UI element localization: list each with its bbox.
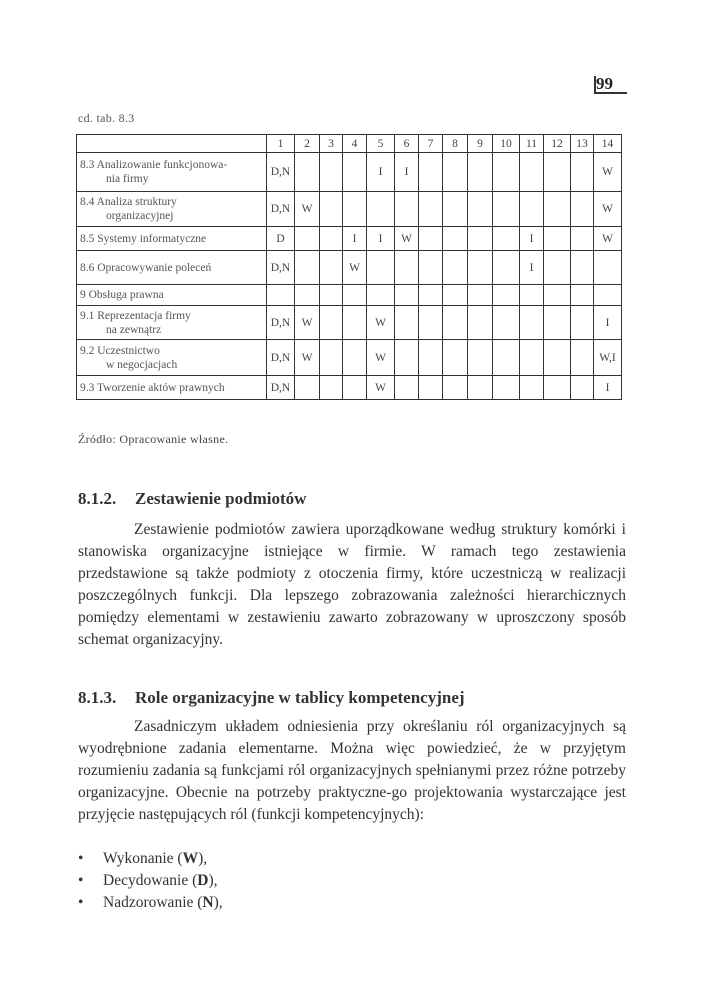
table-row <box>77 251 622 285</box>
role-cell <box>493 192 520 227</box>
task-label-continuation: w negocjacjach <box>106 358 178 371</box>
table-body <box>77 153 622 400</box>
role-cell <box>295 251 320 285</box>
list-item <box>78 848 223 870</box>
column-header: 5 <box>367 135 395 153</box>
role-cell <box>367 251 395 285</box>
role-cell <box>419 376 443 400</box>
role-cell: I <box>520 227 544 251</box>
role-cell: D,N <box>267 376 295 400</box>
role-cell <box>493 251 520 285</box>
role-cell <box>520 340 544 376</box>
table-row <box>77 227 622 251</box>
role-cell <box>544 227 571 251</box>
role-cell: W <box>343 251 367 285</box>
role-cell <box>267 285 295 306</box>
role-cell <box>544 306 571 340</box>
role-cell <box>295 376 320 400</box>
task-label-continuation: organizacyjnej <box>106 210 174 222</box>
role-cell <box>320 153 343 192</box>
task-label: 9 Obsługa prawna <box>80 289 164 301</box>
role-cell <box>544 192 571 227</box>
role-cell <box>367 192 395 227</box>
role-cell: I <box>520 251 544 285</box>
role-cell <box>320 192 343 227</box>
role-cell: W,I <box>594 340 622 376</box>
header-empty-cell <box>77 135 267 153</box>
role-cell <box>468 376 493 400</box>
role-code: W <box>182 850 199 867</box>
role-cell <box>544 153 571 192</box>
table-row <box>77 376 622 400</box>
role-cell <box>520 285 544 306</box>
role-cell: D,N <box>267 153 295 192</box>
task-label-continuation: nia firmy <box>106 173 149 185</box>
role-cell: W <box>367 306 395 340</box>
section-heading-813 <box>78 688 465 708</box>
task-label: 8.5 Systemy informatyczne <box>80 232 207 245</box>
role-cell <box>468 340 493 376</box>
roles-list <box>78 848 223 914</box>
task-label: 8.4 Analiza struktury <box>80 196 177 208</box>
role-cell: W <box>367 340 395 376</box>
role-cell <box>320 340 343 376</box>
table-header-row <box>77 135 622 153</box>
role-cell <box>571 340 594 376</box>
role-cell <box>520 376 544 400</box>
role-cell: W <box>295 340 320 376</box>
role-cell <box>419 340 443 376</box>
role-cell: D,N <box>267 306 295 340</box>
role-cell <box>493 227 520 251</box>
role-cell: I <box>367 153 395 192</box>
table-row <box>77 306 622 340</box>
role-cell <box>419 285 443 306</box>
column-header: 11 <box>520 135 544 153</box>
task-cell <box>77 376 267 400</box>
role-name: Nadzorowanie ( <box>103 894 203 911</box>
table-caption: cd. tab. 8.3 <box>78 111 135 125</box>
role-cell <box>443 153 468 192</box>
table-source-note: Źródło: Opracowanie własne. <box>78 432 229 446</box>
role-cell <box>468 192 493 227</box>
table-row <box>77 340 622 376</box>
role-cell <box>468 306 493 340</box>
table-row <box>77 192 622 227</box>
role-name: Wykonanie ( <box>103 850 183 867</box>
role-cell <box>571 153 594 192</box>
role-cell <box>468 251 493 285</box>
role-cell <box>493 376 520 400</box>
role-cell <box>493 153 520 192</box>
column-header: 14 <box>594 135 622 153</box>
role-code: N <box>202 894 214 911</box>
role-cell: W <box>295 306 320 340</box>
section-812-paragraph: Zestawienie podmiotów zawiera uporządkowane według struktury komórki i stanowiska organizacyjne istniejące w firmie. W ramach tego zestawienia przedstawione są także podmioty z otoczenia firmy, które uczestniczą w realizacji poszczególnych funkcji. Dla lepszego zobrazowania zależności hierarchicznych pomiędzy elementami w zestawieniu zawarto zobrazowany w uproszczony sposób schemat organizacyjny. <box>78 521 626 648</box>
role-cell <box>395 192 419 227</box>
task-cell <box>77 153 267 192</box>
role-cell <box>419 251 443 285</box>
role-cell <box>343 285 367 306</box>
role-cell <box>443 340 468 376</box>
role-cell <box>571 251 594 285</box>
task-cell <box>77 306 267 340</box>
role-cell <box>395 306 419 340</box>
list-item <box>78 892 223 914</box>
role-cell <box>443 227 468 251</box>
role-cell: W <box>295 192 320 227</box>
role-cell <box>419 227 443 251</box>
column-header: 12 <box>544 135 571 153</box>
role-cell <box>571 227 594 251</box>
table-row <box>77 285 622 306</box>
role-cell <box>520 153 544 192</box>
role-cell <box>343 192 367 227</box>
role-cell <box>594 251 622 285</box>
role-cell: W <box>395 227 419 251</box>
role-cell <box>320 376 343 400</box>
task-label: 8.6 Opracowywanie poleceń <box>80 261 212 274</box>
role-cell <box>544 376 571 400</box>
role-cell: I <box>343 227 367 251</box>
task-cell <box>77 227 267 251</box>
role-cell <box>468 227 493 251</box>
bullet-icon: • <box>78 872 84 889</box>
task-label-continuation: na zewnątrz <box>106 323 162 336</box>
page-number: 99 <box>596 74 613 93</box>
role-cell <box>295 227 320 251</box>
column-header: 8 <box>443 135 468 153</box>
role-cell <box>544 285 571 306</box>
role-cell <box>320 251 343 285</box>
role-cell <box>395 285 419 306</box>
role-cell <box>468 285 493 306</box>
section-813-paragraph: Zasadniczym układem odniesienia przy określaniu ról organizacyjnych są wyodrębnione zadania elementarne. Można więc powiedzieć, że w przyjętym rozumieniu zadania są funkcjami ról organizacyjnych spełnianymi przez różne potrzeby organizacyjne. Obecnie na potrzeby praktyczne-go projektowania wystarczające jest przyjęcie następujących ról (funkcji kompetencyjnych): <box>78 718 626 823</box>
role-cell: I <box>594 306 622 340</box>
column-header: 1 <box>267 135 295 153</box>
role-cell <box>544 340 571 376</box>
task-cell <box>77 340 267 376</box>
role-cell <box>594 285 622 306</box>
column-header: 2 <box>295 135 320 153</box>
role-cell <box>468 153 493 192</box>
role-cell <box>343 340 367 376</box>
role-cell <box>320 306 343 340</box>
role-cell <box>571 285 594 306</box>
section-title: Zestawienie podmiotów <box>135 489 307 508</box>
role-cell: I <box>594 376 622 400</box>
role-cell <box>320 285 343 306</box>
role-code: D <box>197 872 209 889</box>
role-cell <box>367 285 395 306</box>
role-cell <box>295 153 320 192</box>
column-header: 6 <box>395 135 419 153</box>
role-cell <box>419 153 443 192</box>
role-cell <box>295 285 320 306</box>
role-cell: W <box>594 227 622 251</box>
task-label: 9.3 Tworzenie aktów prawnych <box>80 381 225 394</box>
section-number: 8.1.2. <box>78 489 117 508</box>
list-item <box>78 870 223 892</box>
role-cell <box>343 376 367 400</box>
role-cell <box>443 306 468 340</box>
role-cell <box>571 376 594 400</box>
bullet-icon: • <box>78 850 84 867</box>
role-cell: I <box>395 153 419 192</box>
role-cell: D,N <box>267 340 295 376</box>
role-suffix: ), <box>208 872 218 889</box>
role-cell <box>443 251 468 285</box>
competence-table <box>76 134 622 400</box>
task-cell <box>77 192 267 227</box>
role-cell <box>343 306 367 340</box>
role-cell <box>493 306 520 340</box>
role-cell <box>443 285 468 306</box>
section-title: Role organizacyjne w tablicy kompetencyjnej <box>135 688 465 707</box>
task-label: 8.3 Analizowanie funkcjonowa- <box>80 159 228 171</box>
role-cell: D,N <box>267 251 295 285</box>
role-suffix: ), <box>213 894 223 911</box>
column-header: 10 <box>493 135 520 153</box>
role-cell <box>493 285 520 306</box>
role-cell <box>443 376 468 400</box>
column-header: 9 <box>468 135 493 153</box>
section-number: 8.1.3. <box>78 688 117 707</box>
bullet-icon: • <box>78 894 84 911</box>
column-header: 13 <box>571 135 594 153</box>
column-header: 7 <box>419 135 443 153</box>
role-cell <box>343 153 367 192</box>
role-suffix: ), <box>198 850 208 867</box>
role-cell <box>443 192 468 227</box>
role-cell: D <box>267 227 295 251</box>
role-cell <box>571 306 594 340</box>
role-name: Decydowanie ( <box>103 872 198 889</box>
role-cell <box>419 306 443 340</box>
role-cell <box>520 192 544 227</box>
role-cell <box>571 192 594 227</box>
role-cell: W <box>594 153 622 192</box>
section-heading-812 <box>78 489 306 509</box>
task-label: 9.1 Reprezentacja firmy <box>80 309 191 322</box>
role-cell <box>544 251 571 285</box>
role-cell: W <box>367 376 395 400</box>
role-cell <box>419 192 443 227</box>
column-header: 3 <box>320 135 343 153</box>
role-cell <box>493 340 520 376</box>
role-cell: I <box>367 227 395 251</box>
role-cell <box>395 251 419 285</box>
role-cell: D,N <box>267 192 295 227</box>
role-cell: W <box>594 192 622 227</box>
column-header: 4 <box>343 135 367 153</box>
role-cell <box>395 340 419 376</box>
task-cell <box>77 285 267 306</box>
table-row <box>77 153 622 192</box>
role-cell <box>395 376 419 400</box>
role-cell <box>320 227 343 251</box>
role-cell <box>520 306 544 340</box>
task-label: 9.2 Uczestnictwo <box>80 344 160 357</box>
task-cell <box>77 251 267 285</box>
